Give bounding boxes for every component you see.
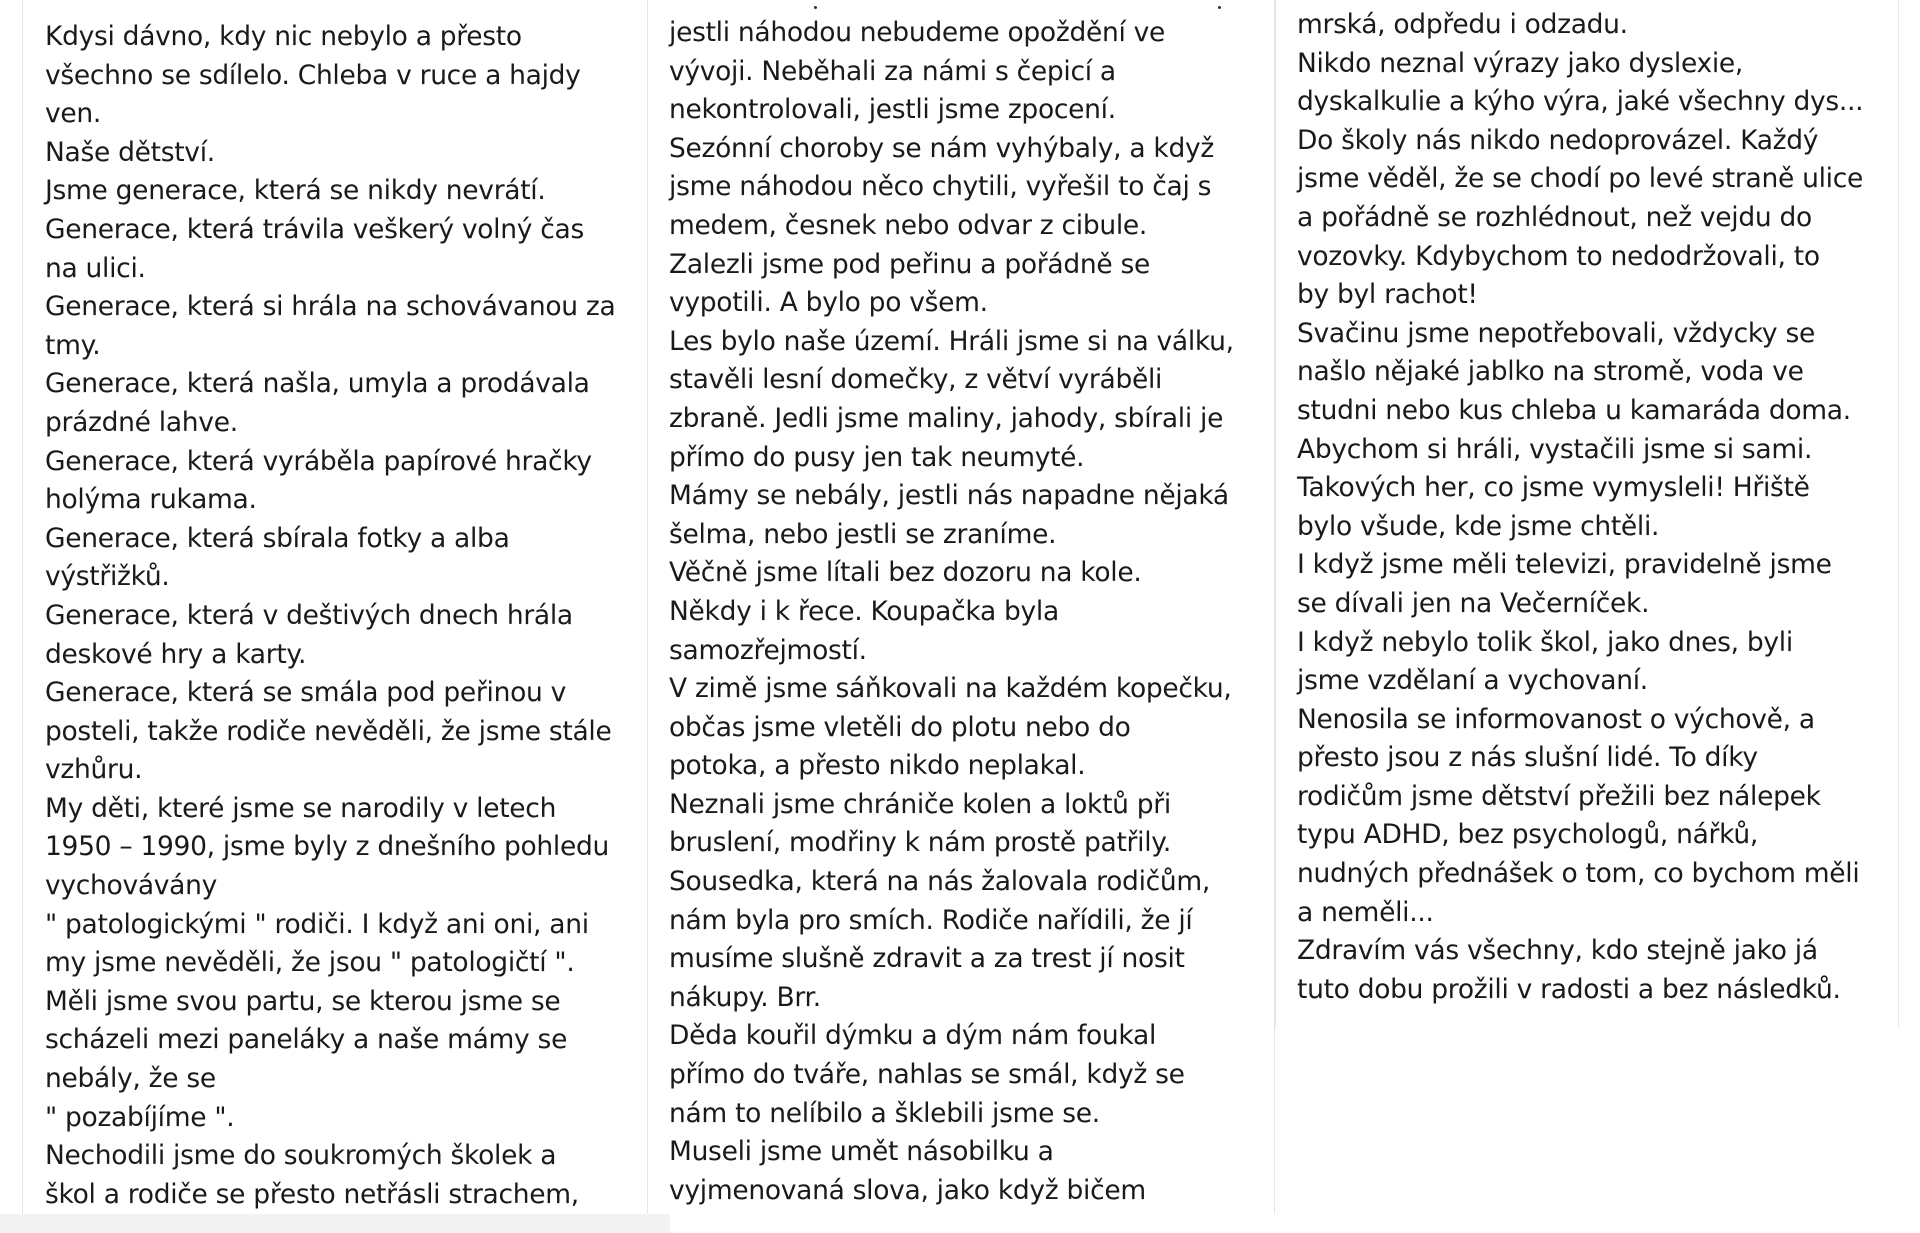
text-column-3 — [1275, 0, 1899, 1027]
text-line: Věčně jsme lítali bez dozoru na kole. — [669, 557, 1142, 589]
text-line: potoka, a přesto nikdo neplakal. — [669, 750, 1086, 782]
text-line: Děda kouřil dýmku a dým nám foukal — [669, 1020, 1157, 1052]
text-line: vypotili. A bylo po všem. — [669, 287, 988, 319]
text-line: všechno se sdílelo. Chleba v ruce a hajdy — [45, 59, 581, 91]
text-line: vozovky. Kdybychom to nedodržovali, to — [1297, 240, 1820, 272]
text-line: Zalezli jsme pod peřinu a pořádně se — [669, 248, 1150, 280]
text-line: deskové hry a karty. — [45, 638, 307, 670]
text-line: stavěli lesní domečky, z větví vyráběli — [669, 364, 1163, 396]
text-line: Někdy i k řece. Koupačka byla — [669, 595, 1059, 627]
text-column-2 — [647, 0, 1275, 1214]
text-line: Jsme generace, která se nikdy nevrátí. — [45, 175, 546, 207]
text-line: nebály, že se — [45, 1063, 216, 1095]
text-line: Svačinu jsme nepotřebovali, vždycky se — [1297, 317, 1815, 349]
text-line: Mámy se nebály, jestli nás napadne nějaká — [669, 480, 1229, 512]
text-line: šelma, nebo jestli se zraníme. — [669, 518, 1057, 550]
text-line: výstřižků. — [45, 561, 170, 593]
text-line: rodičům jsme dětství přežili bez nálepek — [1297, 780, 1821, 812]
text-line: občas jsme vletěli do plotu nebo do — [669, 711, 1131, 743]
text-line: Měli jsme svou partu, se kterou jsme se — [45, 985, 561, 1017]
text-line: " pozabíjíme ". — [45, 1101, 235, 1133]
text-line: jsme vzdělaní a vychovaní. — [1297, 665, 1648, 697]
text-line: nudných přednášek o tom, co bychom měli — [1297, 858, 1860, 890]
text-line: přesto jsou z nás slušní lidé. To díky — [1297, 742, 1758, 774]
text-line: jsme věděl, že se chodí po levé straně ulice — [1297, 163, 1863, 195]
text-line: Zdravím vás všechny, kdo stejně jako já — [1297, 935, 1818, 967]
text-line: My děti, které jsme se narodily v letech — [45, 792, 557, 824]
speck-mark — [814, 6, 817, 9]
text-line: typu ADHD, bez psychologů, nářků, — [1297, 819, 1758, 851]
text-line: Takových her, co jsme vymysleli! Hřiště — [1297, 472, 1810, 504]
text-line: Les bylo naše území. Hráli jsme si na válku, — [669, 325, 1234, 357]
text-line: samozřejmostí. — [669, 634, 867, 666]
text-line: V zimě jsme sáňkovali na každém kopečku, — [669, 673, 1232, 705]
text-line: ven. — [45, 98, 102, 130]
text-line: Abychom si hráli, vystačili jsme si sami. — [1297, 433, 1813, 465]
text-line: Generace, která si hrála na schovávanou za — [45, 291, 616, 323]
text-line: bylo všude, kde jsme chtěli. — [1297, 510, 1660, 542]
text-line: Generace, která našla, umyla a prodávala — [45, 368, 590, 400]
column-1-text — [45, 18, 615, 1214]
text-line: vzhůru. — [45, 754, 143, 786]
text-line: bruslení, modřiny k nám prostě patřily. — [669, 827, 1172, 859]
text-line: Nechodili jsme do soukromých školek a — [45, 1140, 557, 1172]
text-column-1 — [22, 0, 648, 1214]
text-line: scházeli mezi paneláky a naše mámy se — [45, 1024, 568, 1056]
text-line: Generace, která vyráběla papírové hračky — [45, 445, 592, 477]
text-line: vychovávány — [45, 870, 217, 902]
text-line: našlo nějaké jablko na stromě, voda ve — [1297, 356, 1804, 388]
text-line: posteli, takže rodiče nevěděli, že jsme stále — [45, 715, 612, 747]
text-line: a neměli... — [1297, 896, 1434, 928]
column-2-text — [669, 14, 1234, 1210]
column-3-text — [1297, 6, 1863, 1009]
text-line: na ulici. — [45, 252, 146, 284]
text-line: Museli jsme umět násobilku a — [669, 1136, 1054, 1168]
text-line: škol a rodiče se přesto netřásli strachem, — [45, 1178, 579, 1210]
text-line: a pořádně se rozhlédnout, než vejdu do — [1297, 201, 1812, 233]
text-line: dyskalkulie a kýho výra, jaké všechny dys... — [1297, 86, 1864, 118]
text-line: " patologickými " rodiči. I když ani oni, ani — [45, 908, 589, 940]
speck-mark — [1218, 6, 1221, 9]
text-line: Neznali jsme chrániče kolen a loktů při — [669, 788, 1171, 820]
text-line: Generace, která se smála pod peřinou v — [45, 677, 566, 709]
text-line: Sezónní choroby se nám vyhýbaly, a když — [669, 132, 1214, 164]
text-line: tuto dobu prožili v radosti a bez následků. — [1297, 973, 1841, 1005]
text-line: Kdysi dávno, kdy nic nebylo a přesto — [45, 21, 522, 52]
text-line: Generace, která trávila veškerý volný čas — [45, 213, 584, 245]
text-line: Do školy nás nikdo nedoprovázel. Každý — [1297, 124, 1819, 156]
text-line: Nenosila se informovanost o výchově, a — [1297, 703, 1815, 735]
text-line: Naše dětství. — [45, 136, 215, 168]
text-line: Generace, která v deštivých dnech hrála — [45, 599, 573, 631]
text-line: studni nebo kus chleba u kamaráda doma. — [1297, 394, 1851, 426]
text-line: prázdné lahve. — [45, 406, 238, 438]
text-line: vývoji. Neběhali za námi s čepicí a — [669, 55, 1116, 87]
text-line: nám to nelíbilo a šklebili jsme se. — [669, 1097, 1100, 1129]
text-line: nákupy. Brr. — [669, 981, 821, 1013]
text-line: I když jsme měli televizi, pravidelně jsme — [1297, 549, 1832, 581]
text-line: by byl rachot! — [1297, 279, 1478, 311]
text-line: zbraně. Jedli jsme maliny, jahody, sbírali je — [669, 402, 1224, 434]
text-line: jestli náhodou nebudeme opoždění ve — [669, 17, 1166, 48]
text-line: přímo do pusy jen tak neumyté. — [669, 441, 1085, 473]
text-line: I když nebylo tolik škol, jako dnes, byli — [1297, 626, 1793, 658]
text-line: Generace, která sbírala fotky a alba — [45, 522, 510, 554]
text-line: se dívali jen na Večerníček. — [1297, 587, 1650, 619]
text-line: my jsme nevěděli, že jsou " patologičtí ". — [45, 947, 575, 979]
bottom-strip — [0, 1214, 670, 1233]
text-line: tmy. — [45, 329, 101, 361]
text-line: mrská, odpředu i odzadu. — [1297, 9, 1628, 40]
text-line: medem, česnek nebo odvar z cibule. — [669, 209, 1148, 241]
text-line: jsme náhodou něco chytili, vyřešil to čaj s — [669, 171, 1212, 203]
text-line: musíme slušně zdravit a za trest jí nosit — [669, 943, 1185, 975]
text-line: vyjmenovaná slova, jako když bičem — [669, 1174, 1146, 1206]
text-line: 1950 – 1990, jsme byly z dnešního pohledu — [45, 831, 609, 863]
text-line: přímo do tváře, nahlas se smál, když se — [669, 1059, 1185, 1091]
text-line: Sousedka, která na nás žalovala rodičům, — [669, 866, 1211, 898]
text-line: Nikdo neznal výrazy jako dyslexie, — [1297, 47, 1744, 79]
text-line: nám byla pro smích. Rodiče nařídili, že jí — [669, 904, 1193, 936]
text-line: nekontrolovali, jestli jsme zpocení. — [669, 94, 1116, 126]
text-line: holýma rukama. — [45, 484, 257, 516]
